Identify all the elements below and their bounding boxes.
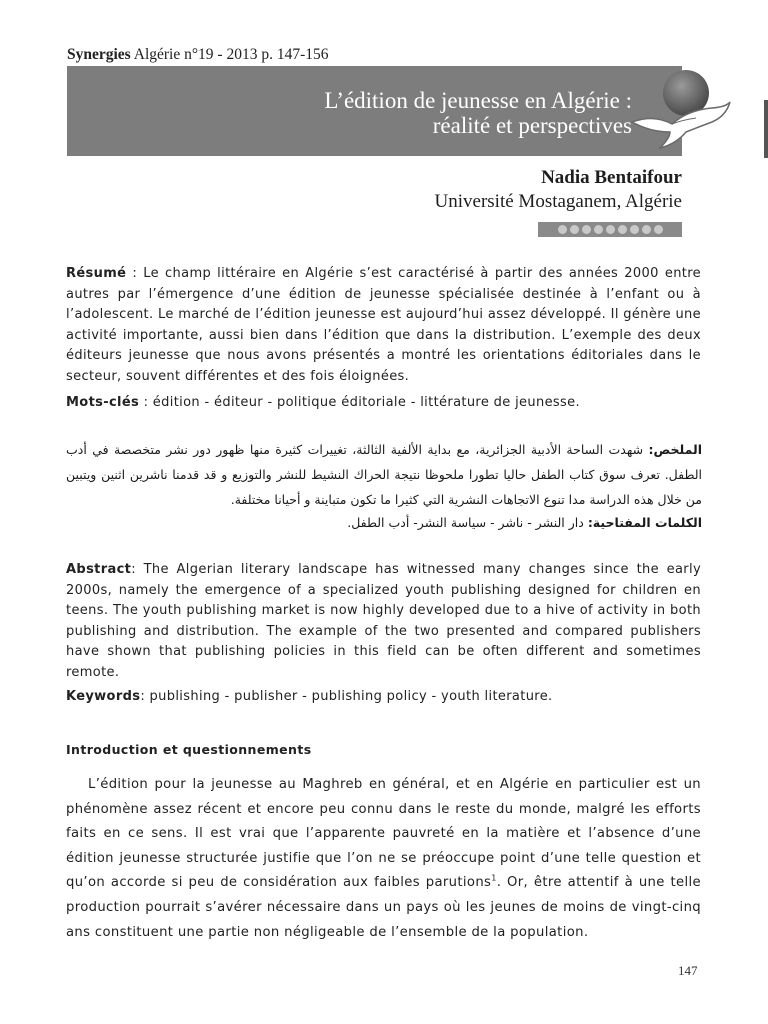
keywords-label: Keywords: [66, 689, 141, 704]
resume-text: : Le champ littéraire en Algérie s’est caractérisé à partir des années 2000 entre autres par l’émergence d’une édition de jeunesse spécialisée destinée à l’enfant ou à l’adolescent. Le marché de l’édition jeunesse est aujourd’hui assez développé. Il génère une activité importante, aussi bien dans l’édition que dans la distribution. L’exemple des deux éditeurs jeunesse que nous avons présentés a montré les orientations éditoriales dans le secteur, souvent différentes et des fois éloignées.: [66, 266, 701, 384]
title-line-1: L’édition de jeunesse en Algérie :: [324, 88, 632, 113]
page-number: 147: [678, 963, 698, 978]
footnote-ref[interactable]: 1: [491, 873, 497, 883]
title-line-2: réalité et perspectives: [432, 113, 632, 138]
motscles-label: Mots-clés: [66, 395, 140, 410]
keywords-text: : publishing - publisher - publishing policy - youth literature.: [140, 689, 553, 704]
abstract-text: : The Algerian literary landscape has witnessed many changes since the early 2000s, namely the emergence of a specialized youth publishing designed for children en teens. The youth publishing market is now highly developed due to a hive of activity in both publishing and distribution. The example of the two presented and compared publishers have shown that publishing policies in this field can be often different and sometimes remote.: [66, 562, 701, 680]
author-affiliation: Université Mostaganem, Algérie: [434, 191, 682, 212]
section-heading: Introduction et questionnements: [66, 742, 312, 757]
dot-icon: [642, 225, 651, 234]
intro-text-1: L’édition pour la jeunesse au Maghreb en général, et en Algérie en particulier est un phénomène assez récent et encore peu connu dans le reste du monde, malgré les efforts faits en ce sens. Il est vrai que l’apparente pauvreté en la matière et l’absence d’une édition jeunesse structurée justifie que l’on ne se préoccupe point d’une telle question et qu’on accorde si peu de considération aux faibles parutions: [66, 777, 701, 891]
author-block: [435, 166, 682, 214]
resume-label: Résumé: [66, 266, 127, 281]
motscles-paragraph: [66, 393, 701, 413]
title-banner: [67, 66, 682, 156]
bird-globe-logo-icon: [626, 62, 734, 156]
keywords-paragraph: [66, 687, 701, 707]
article-title: [324, 88, 632, 138]
dot-icon: [630, 225, 639, 234]
dot-icon: [654, 225, 663, 234]
decorative-dots-bar: [538, 222, 682, 237]
author-name: Nadia Bentaifour: [541, 167, 682, 188]
arabic-summary-label: الملخص:: [648, 442, 702, 457]
dot-icon: [594, 225, 603, 234]
resume-paragraph: [66, 264, 701, 388]
motscles-text: : édition - éditeur - politique éditoriale - littérature de jeunesse.: [139, 395, 581, 410]
abstract-label: Abstract: [66, 562, 132, 577]
dot-icon: [606, 225, 615, 234]
issue-info: Algérie n°19 - 2013 p. 147-156: [133, 46, 329, 63]
journal-name: Synergies: [67, 46, 131, 63]
dot-icon: [582, 225, 591, 234]
intro-paragraph: [66, 773, 701, 945]
intro-text-2: . Or, être attentif à une telle production pourrait s’avérer nécessaire dans un pays où les jeunes de moins de vingt-cinq ans constituent une partie non négligeable de l’ensemble de la population.: [66, 875, 701, 940]
arabic-summary-text: شهدت الساحة الأدبية الجزائرية، مع بداية الألفية الثالثة، تغييرات كثيرة منها ظهور دور نشر متخصصة في أدب الطفل. تعرف سوق كتاب الطفل حاليا تطورا ملحوظا نتيجة الحراك النشيط للنشر والتوزيع و قد قدمنا ناشرين اثنين ويتبين من خلال هذه الدراسة مدا تنوع الاتجاهات النشرية التي كثيرا ما تكون متباينة و أحيانا مختلفة.: [66, 442, 702, 507]
running-header: [67, 46, 329, 64]
dot-icon: [570, 225, 579, 234]
dot-icon: [558, 225, 567, 234]
dot-icon: [618, 225, 627, 234]
arabic-keywords: [66, 510, 702, 535]
arabic-keywords-text: دار النشر - ناشر - سياسة النشر- أدب الطفل.: [347, 515, 588, 530]
arabic-summary: [66, 437, 702, 512]
arabic-keywords-label: الكلمات المفتاحية:: [587, 515, 702, 530]
abstract-paragraph: [66, 560, 701, 684]
page-edge-mark: [764, 100, 768, 158]
